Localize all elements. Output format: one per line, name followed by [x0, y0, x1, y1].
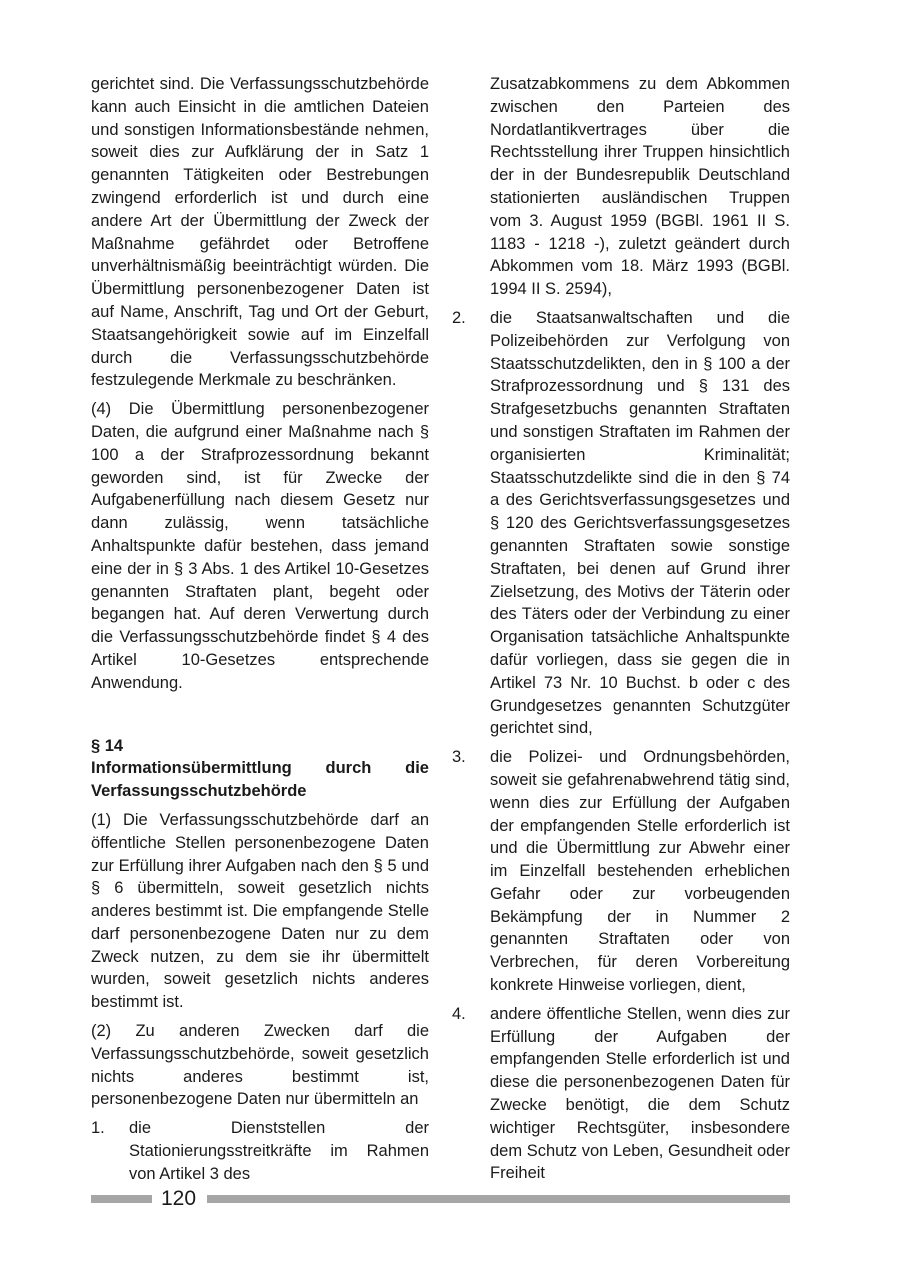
- list-item-1: [91, 1117, 429, 1185]
- section-number: § 14: [91, 736, 124, 755]
- section-title: Informationsübermittlung durch die Verfassungsschutzbehörde: [91, 759, 429, 801]
- list-item-4: [452, 1003, 790, 1185]
- list-item-3: [452, 746, 790, 997]
- list-item-1-continuation: Zusatzabkommens zu dem Abkommen zwischen den Parteien des Nordatlantikvertrages über die Rechtsstellung ihrer Truppen hinsichtlich der in der Bundesrepublik Deutschland stationierten ausländischen Truppen vom 3. August 1959 (BGBl. 1961 II S. 1183 - 1218 -), zuletzt geändert durch Abkommen vom 18. März 1993 (BGBl. 1994 II S. 2594),: [490, 75, 790, 299]
- list-number: 1.: [91, 1119, 105, 1138]
- footer-rule-left: [91, 1195, 152, 1203]
- paragraph-s14-2: (2) Zu anderen Zwecken darf die Verfassungsschutzbehörde, soweit gesetzlich nichts anderes bestimmt ist, personenbezogene Daten nur übermitteln an: [91, 1022, 429, 1109]
- list-number: 4.: [452, 1004, 466, 1023]
- paragraph-continuation: gerichtet sind. Die Verfassungsschutzbehörde kann auch Einsicht in die amtlichen Dateien und sonstigen Informationsbestände nehmen, soweit dies zur Aufklärung der in Satz 1 genannten Tätigkeiten oder Bestrebungen zwingend erforderlich ist und durch eine andere Art der Übermittlung der Zweck der Maßnahme gefährdet oder Betroffene unverhältnismäßig beeinträchtigt würden. Die Übermittlung personenbezogener Daten ist auf Name, Anschrift, Tag und Ort der Geburt, Staatsangehörigkeit sowie auf im Einzelfall durch die Verfassungsschutzbehörde festzulegende Merkmale zu beschränken.: [91, 75, 429, 390]
- list-text: die Dienststellen der Stationierungsstreitkräfte im Rahmen von Artikel 3 des: [129, 1119, 429, 1183]
- paragraph-4: (4) Die Übermittlung personenbezogener Daten, die aufgrund einer Maßnahme nach § 100 a der Strafprozessordnung bekannt geworden sind, ist für Zwecke der Aufgabenerfüllung nach diesem Gesetz nur dann zulässig, wenn tatsächliche Anhaltspunkte dafür bestehen, dass jemand eine der in § 3 Abs. 1 des Artikel 10-Gesetzes genannten Straftaten plant, begeht oder begangen hat. Auf deren Verwertung durch die Verfassungsschutzbehörde findet § 4 des Artikel 10-Gesetzes entsprechende Anwendung.: [91, 400, 429, 692]
- list-text: die Staatsanwaltschaften und die Polizeibehörden zur Verfolgung von Staatsschutzdelikten, den in § 100 a der Strafprozessordnung und § 131 des Strafgesetzbuchs genannten Straftaten und sonstigen Straftaten im Rahmen der organisierten Kriminalität; Staatsschutzdelikte sind die in den § 74 a des Gerichtsverfassungsgesetzes und § 120 des Gerichtsverfassungsgesetzes genannten Straftaten sowie sonstige Straftaten, bei denen auf Grund ihrer Zielsetzung, des Motivs der Täterin oder des Täters oder der Verbindung zu einer Organisation tatsächliche Anhaltspunkte dafür vorliegen, dass sie gegen die in Artikel 73 Nr. 10 Buchst. b oder c des Grundgesetzes genannten Schutzgüter gerichtet sind,: [490, 308, 790, 738]
- list-number: 2.: [452, 308, 466, 327]
- paragraph-s14-1: (1) Die Verfassungsschutzbehörde darf an öffentliche Stellen personenbezogene Daten zur Erfüllung ihrer Aufgaben nach den § 5 und § 6 übermitteln, soweit gesetzlich nichts anderes bestimmt ist. Die empfangende Stelle darf personenbezogene Daten nur zu dem Zweck nutzen, zu dem sie ihr übermittelt wurden, soweit gesetzlich nichts anderes bestimmt ist.: [91, 810, 429, 1012]
- list-text: andere öffentliche Stellen, wenn dies zur Erfüllung der Aufgaben der empfangenden Stelle erforderlich ist und diese die personenbezogenen Daten für Zwecke benötigt, die dem Schutz wichtiger Rechtsgüter, insbesondere dem Schutz von Leben, Gesundheit oder Freiheit: [490, 1004, 790, 1183]
- page-footer: [91, 1186, 790, 1214]
- footer-rule-right: [207, 1195, 790, 1203]
- list-item-2: [452, 307, 790, 740]
- list-text: die Polizei- und Ordnungsbehörden, soweit sie gefahrenabwehrend tätig sind, wenn dies zur Erfüllung der Aufgaben der empfangenden Stelle erforderlich ist und die Übermittlung zur Abwehr einer im Einzelfall bestehenden erheblichen Gefahr oder zur vorbeugenden Bekämpfung der in Nummer 2 genannten Straftaten oder von Verbrechen, für deren Vorbereitung konkrete Hinweise vorliegen, dient,: [490, 748, 790, 995]
- right-column: [452, 73, 790, 1191]
- list-number: 3.: [452, 748, 466, 767]
- page-number: 120: [161, 1187, 197, 1210]
- left-column: [91, 73, 429, 1192]
- section-heading: [91, 735, 429, 803]
